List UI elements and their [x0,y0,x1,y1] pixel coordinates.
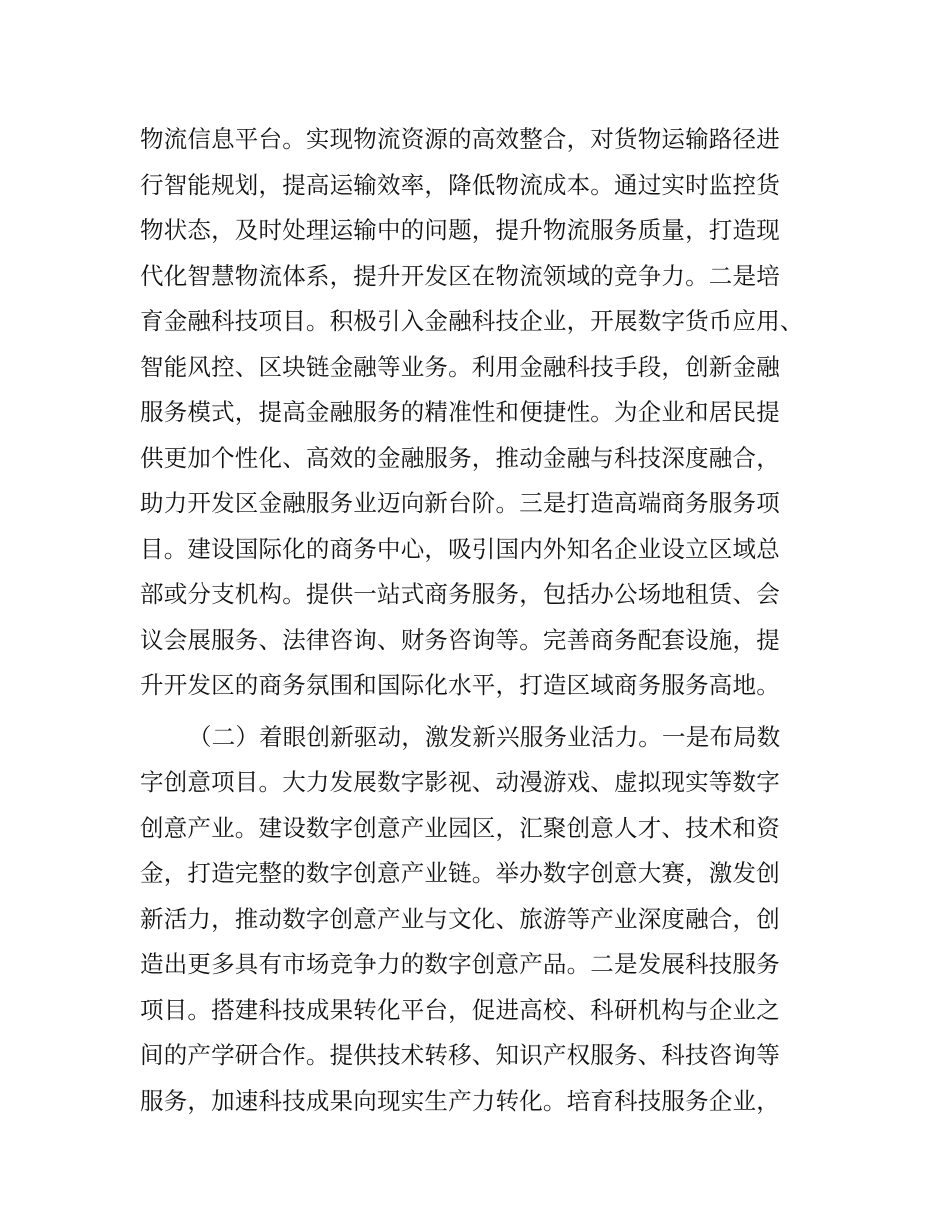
paragraph-1-line: 供更加个性化、高效的金融服务，推动金融与科技深度融合， [140,443,780,472]
paragraph-1-line: 目。建设国际化的商务中心，吸引国内外知名企业设立区域总 [140,534,780,563]
paragraph-2-first-line: （二）着眼创新驱动，激发新兴服务业活力。一是布局数 [188,722,781,751]
paragraph-2-line: 新活力，推动数字创意产业与文化、旅游等产业深度融合，创 [140,904,780,933]
paragraph-2-line: 字创意项目。大力发展数字影视、动漫游戏、虚拟现实等数字 [140,768,780,796]
paragraph-1-line: 部或分支机构。提供一站式商务服务，包括办公场地租赁、会 [140,580,780,608]
paragraph-1-line: 代化智慧物流体系，提升开发区在物流领域的竞争力。二是培 [140,261,780,290]
paragraph-1-line: 升开发区的商务氛围和国际化水平，打造区域商务服务高地。 [140,671,780,699]
paragraph-2-line: 造出更多具有市场竞争力的数字创意产品。二是发展科技服务 [140,950,780,978]
paragraph-2-line: 间的产学研合作。提供技术转移、知识产权服务、科技咨询等 [140,1041,780,1069]
paragraph-1-line: 物状态，及时处理运输中的问题，提升物流服务质量，打造现 [140,216,780,244]
paragraph-2-line: 服务，加速科技成果向现实生产力转化。培育科技服务企业， [140,1086,780,1115]
paragraph-2-line: 金，打造完整的数字创意产业链。举办数字创意大赛，激发创 [140,859,780,887]
paragraph-1-line: 物流信息平台。实现物流资源的高效整合，对货物运输路径进 [140,125,780,153]
paragraph-2-line: 创意产业。建设数字创意产业园区，汇聚创意人才、技术和资 [140,813,780,842]
paragraph-1-line: 助力开发区金融服务业迈向新台阶。三是打造高端商务服务项 [140,489,780,517]
paragraph-1-line: 行智能规划，提高运输效率，降低物流成本。通过实时监控货 [140,170,780,199]
paragraph-1-line: 议会展服务、法律咨询、财务咨询等。完善商务配套设施，提 [140,625,780,654]
body-text [140,117,812,1124]
paragraph-1-line: 服务模式，提高金融服务的精准性和便捷性。为企业和居民提 [140,398,780,426]
paragraph-1-line: 智能风控、区块链金融等业务。利用金融科技手段，创新金融 [140,352,780,381]
paragraph-2-line: 项目。搭建科技成果转化平台，促进高校、科研机构与企业之 [140,995,780,1024]
paragraph-1-line: 育金融科技项目。积极引入金融科技企业，开展数字货币应用、 [140,307,804,335]
